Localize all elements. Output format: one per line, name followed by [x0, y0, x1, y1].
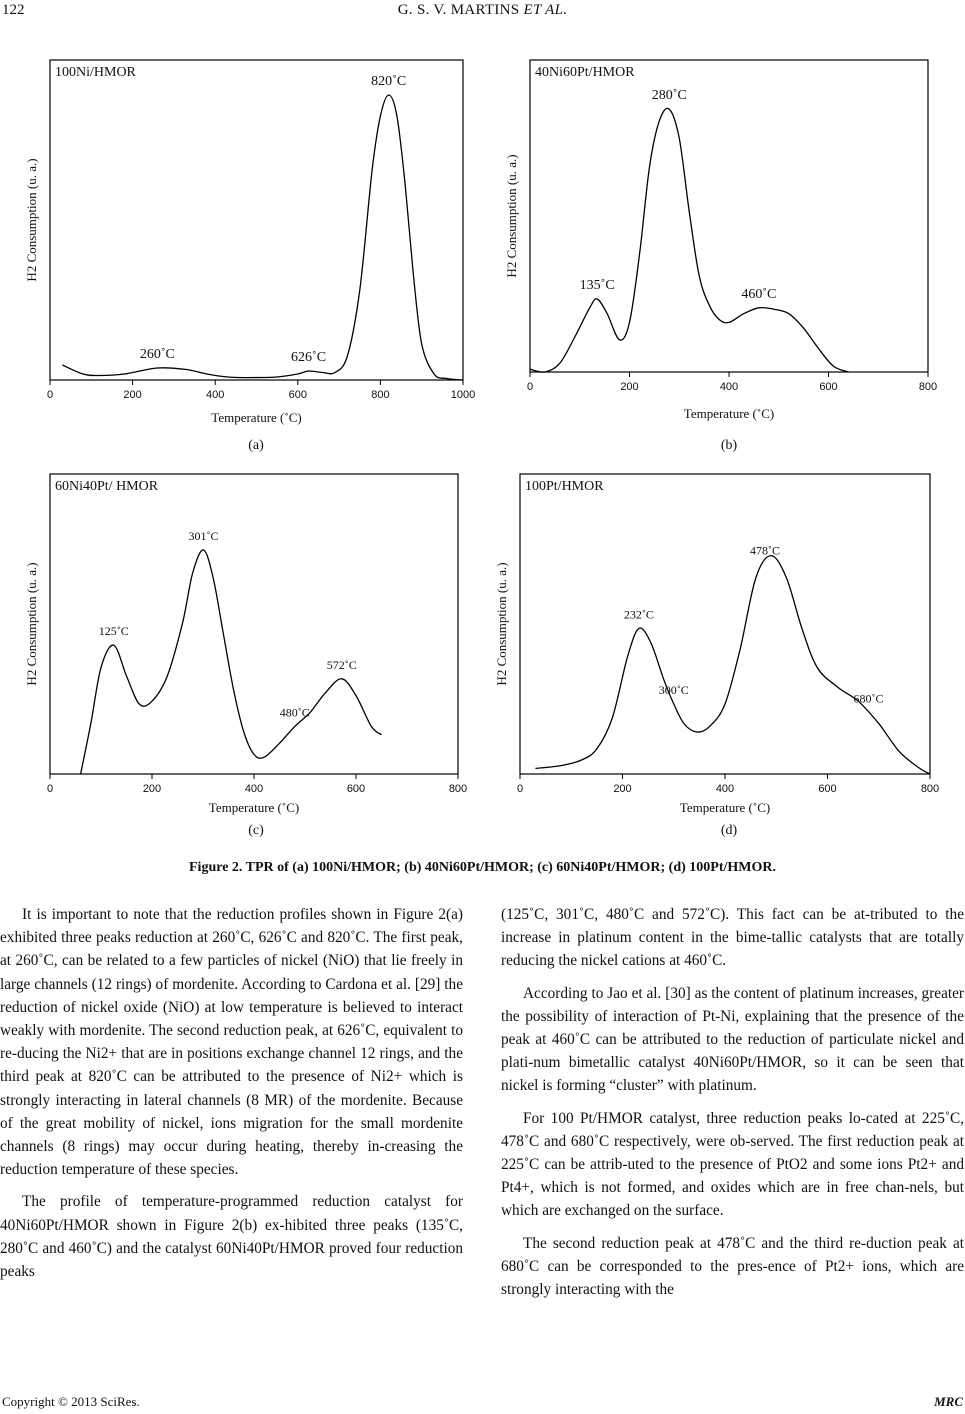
- x-axis-label: Temperature (˚C): [683, 406, 775, 421]
- x-tick-label: 400: [206, 389, 225, 401]
- x-tick-label: 400: [719, 381, 739, 393]
- figure-panel-c: [0, 462, 490, 837]
- running-title: [0, 2, 965, 19]
- x-tick-label: 800: [371, 389, 390, 401]
- tpr-curve: [535, 556, 930, 774]
- panel-label-a: (a): [248, 438, 264, 453]
- tpr-chart-d: [490, 462, 960, 837]
- figure-panel-a: [0, 50, 490, 440]
- plot-frame: [520, 474, 930, 774]
- x-tick-label: 400: [244, 783, 264, 795]
- peak-label: 478˚C: [749, 543, 780, 558]
- body-paragraph: For 100 Pt/HMOR catalyst, three reduction peaks lo-cated at 225˚C, 478˚C and 680˚C respectively, were ob-served. The first reduction peak at 225˚C can be attrib-uted to the presence of PtO2 and some ions Pt2+ and Pt4+, which is not formed, and oxides which are in free chan-nels, but which are exchanged on the surface.: [501, 1109, 964, 1220]
- running-title-etal: ET AL.: [523, 2, 568, 18]
- page-number: 122: [2, 2, 25, 18]
- figure-panel-b: [490, 50, 960, 440]
- body-paragraph: The second reduction peak at 478˚C and the third re-duction peak at 680˚C can be corresponded to the pres-ence of Pt2+ ions, which are strongly interacting with the: [501, 1234, 964, 1299]
- x-tick-label: 200: [123, 389, 142, 401]
- journal-abbrev: MRC: [934, 1394, 963, 1409]
- x-tick-label: 600: [288, 389, 307, 401]
- peak-label: 480˚C: [279, 705, 310, 720]
- y-axis-label: H2 Consumption (u. a.): [504, 154, 519, 278]
- body-column-left: [0, 903, 463, 1292]
- peak-label: 125˚C: [98, 624, 129, 639]
- x-tick-label: 800: [448, 783, 468, 795]
- body-paragraph: The profile of temperature-programmed reduction catalyst for 40Ni60Pt/HMOR shown in Figure 2(b) ex-hibited three peaks (135˚C, 280˚C and 460˚C) and the catalyst 60Ni40Pt/HMOR proved four reduction peaks: [0, 1193, 463, 1281]
- copyright-notice: Copyright © 2013 SciRes.: [2, 1394, 140, 1409]
- panel-label-d: (d): [720, 823, 738, 838]
- chart-title: 100Ni/HMOR: [55, 65, 136, 80]
- peak-label: 135˚C: [579, 278, 615, 293]
- peak-label: 680˚C: [853, 691, 884, 706]
- x-tick-label: 0: [46, 783, 54, 795]
- peak-label: 232˚C: [623, 607, 654, 622]
- tpr-chart-c: [0, 462, 490, 837]
- x-tick-label: 0: [526, 381, 534, 393]
- x-axis-label: Temperature (˚C): [208, 800, 300, 815]
- x-tick-label: 200: [613, 783, 632, 795]
- body-paragraph: According to Jao et al. [30] as the content of platinum increases, greater the possibility of interaction of Pt-Ni, explaining that the presence of the peak at 460˚C can be attributed to the reduction of particulate nickel and plati-num bimetallic catalyst 40Ni60Pt/HMOR, so it can be seen that nickel is forming “cluster” with platinum.: [501, 984, 964, 1095]
- y-axis-label: H2 Consumption (u. a.): [24, 158, 39, 282]
- x-tick-label: 0: [516, 783, 524, 795]
- tpr-chart-b: [490, 50, 960, 440]
- x-tick-label: 0: [46, 389, 54, 401]
- plot-frame: [530, 60, 928, 372]
- x-tick-label: 200: [142, 783, 162, 795]
- x-tick-label: 600: [346, 783, 366, 795]
- x-tick-label: 600: [818, 783, 837, 795]
- peak-label: 301˚C: [188, 529, 219, 543]
- peak-label: 820˚C: [371, 74, 407, 89]
- peak-label: 300˚C: [658, 683, 689, 697]
- body-column-right: [501, 903, 964, 1310]
- body-paragraph: (125˚C, 301˚C, 480˚C and 572˚C). This fact can be at-tributed to the increase in platinum content in the bime-tallic catalysts that are totally reducing the nickel cations at 460˚C.: [501, 906, 964, 970]
- figure-panel-d: [490, 462, 960, 837]
- tpr-curve: [62, 95, 463, 380]
- running-title-authors: G. S. V. MARTINS: [397, 2, 520, 18]
- tpr-curve: [530, 108, 848, 372]
- x-tick-label: 600: [819, 381, 838, 393]
- peak-label: 572˚C: [326, 657, 357, 672]
- chart-title: 100Pt/HMOR: [525, 479, 604, 494]
- body-paragraph: It is important to note that the reduction profiles shown in Figure 2(a) exhibited three peaks reduction at 260˚C, 626˚C and 820˚C. The first peak, at 260˚C, can be related to a few particles of nickel (NiO) that lie freely in large channels (12 rings) of mordenite. According to Cardona et al. [29] the reduction of nickel oxide (NiO) at low temperature is believed to interact weakly with mordenite. The second reduction peak, at 626˚C, equivalent to re-ducing the Ni2+ that are in positions exchange channel 12 rings, and the third peak at 820˚C can be attributed to the presence of Ni2+ which is strongly interacting in lateral channels (8 MR) of the mordenite. Because of the great mobility of nickel, ions migration for the small mordenite channels (8 rings) may occur during heating, thereby in-creasing the reduction temperature of these species.: [0, 906, 463, 1179]
- chart-title: 60Ni40Pt/ HMOR: [55, 479, 159, 494]
- x-axis-label: Temperature (˚C): [211, 410, 302, 425]
- running-header: [0, 0, 965, 28]
- peak-label: 260˚C: [139, 347, 175, 362]
- x-tick-label: 1000: [450, 389, 476, 401]
- plot-frame: [50, 60, 463, 380]
- panel-label-c: (c): [248, 823, 264, 838]
- x-tick-label: 400: [715, 783, 735, 795]
- panel-label-b: (b): [720, 438, 738, 453]
- x-tick-label: 800: [918, 381, 938, 393]
- x-tick-label: 200: [620, 381, 639, 393]
- chart-title: 40Ni60Pt/HMOR: [535, 65, 635, 80]
- peak-label: 280˚C: [651, 88, 687, 104]
- figure-caption: Figure 2. TPR of (a) 100Ni/HMOR; (b) 40Ni60Pt/HMOR; (c) 60Ni40Pt/HMOR; (d) 100Pt/HMOR.: [189, 860, 776, 875]
- x-tick-label: 800: [920, 783, 940, 795]
- y-axis-label: H2 Consumption (u. a.): [494, 562, 509, 686]
- x-axis-label: Temperature (˚C): [679, 800, 771, 815]
- tpr-chart-a: [0, 50, 490, 440]
- peak-label: 626˚C: [291, 350, 327, 365]
- peak-label: 460˚C: [741, 286, 777, 302]
- y-axis-label: H2 Consumption (u. a.): [24, 562, 39, 686]
- page-footer: [0, 1394, 965, 1414]
